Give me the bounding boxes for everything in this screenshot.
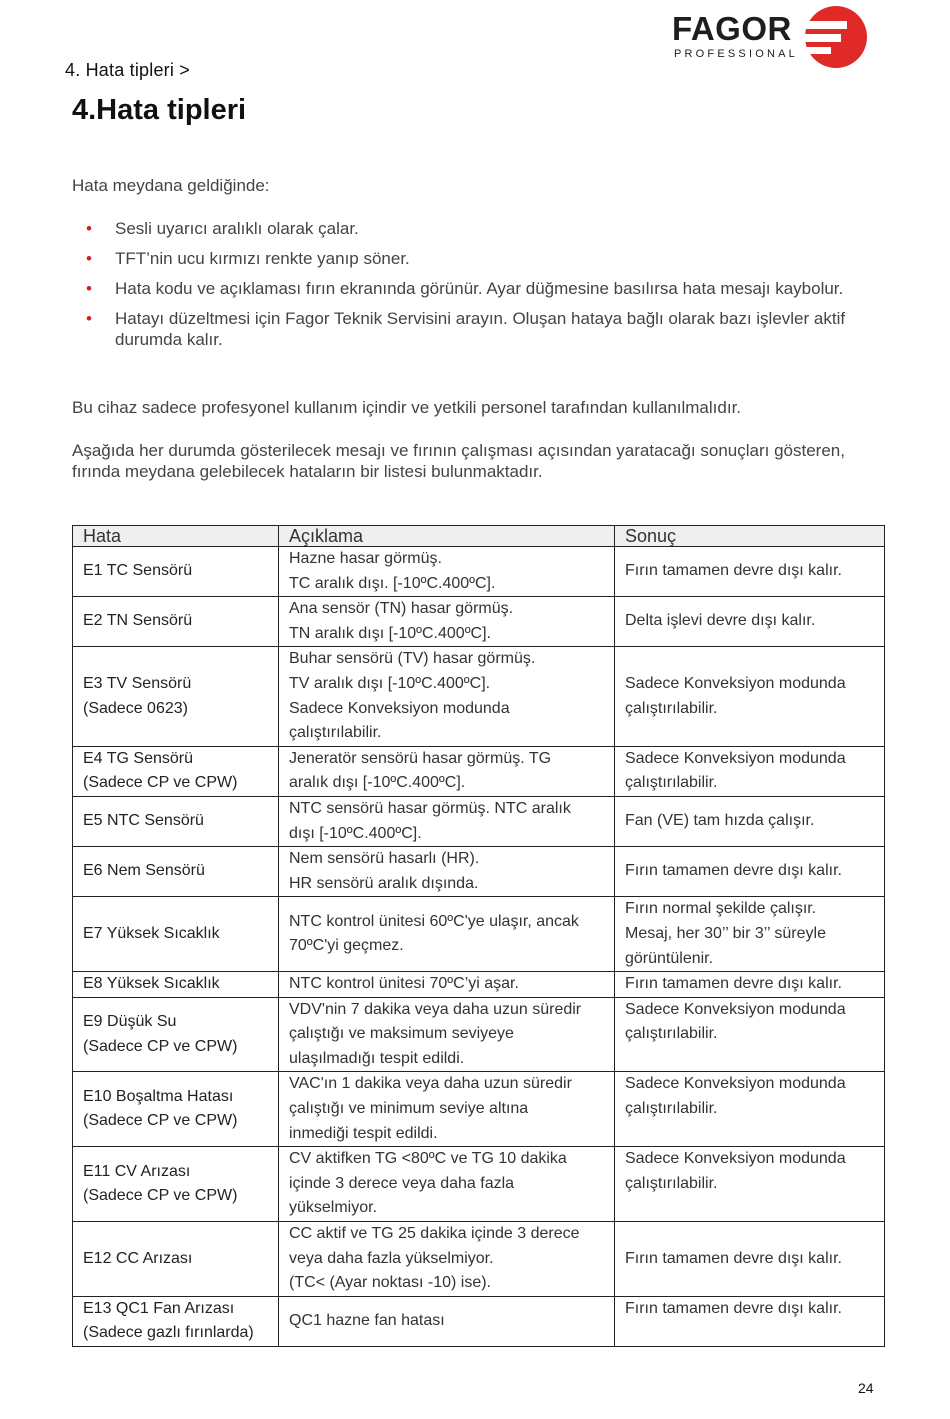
column-header-sonuc: Sonuç [615, 526, 885, 547]
cell-line: CC aktif ve TG 25 dakika içinde 3 derece [289, 1225, 580, 1243]
list-item: • Hata kodu ve açıklaması fırın ekranında görünür. Ayar düğmesine basılırsa hata mesajı kaybolur. [86, 279, 844, 298]
result-cell [615, 796, 885, 846]
cell-line: Fırın tamamen devre dışı kalır. [625, 975, 842, 993]
error-code-cell [73, 847, 279, 897]
result-cell [615, 1072, 885, 1147]
cell-line: Hazne hasar görmüş. [289, 550, 442, 567]
cell-line: dışı [-10ºC.400ºC]. [289, 824, 422, 842]
list-item: • Sesli uyarıcı aralıklı olarak çalar. [86, 219, 359, 238]
cell-line: Jeneratör sensörü hasar görmüş. TG [289, 749, 552, 767]
table-row [73, 1296, 885, 1346]
table-row [73, 746, 885, 796]
table-row [73, 972, 885, 998]
error-code-cell [73, 597, 279, 647]
cell-line: E2 TN Sensörü [83, 612, 193, 630]
description-cell [279, 547, 615, 597]
column-header-aciklama: Açıklama [279, 526, 615, 547]
cell-line: çalıştırılabilir. [625, 1100, 718, 1118]
error-code-cell [73, 547, 279, 597]
breadcrumb: 4. Hata tipleri > [65, 60, 190, 80]
fagor-emblem-icon [803, 4, 869, 70]
description-cell [279, 1222, 615, 1297]
error-table [72, 525, 885, 1347]
result-cell [615, 972, 885, 998]
cell-line: E5 NTC Sensörü [83, 812, 204, 830]
description-cell [279, 997, 615, 1072]
cell-line: NTC kontrol ünitesi 70ºC’yi aşar. [289, 975, 519, 993]
cell-line: TN aralık dışı [-10ºC.400ºC]. [289, 624, 491, 642]
cell-line: Fırın normal şekilde çalışır. [625, 900, 817, 918]
table-row [73, 547, 885, 597]
cell-line: çalıştırılabilir. [289, 724, 382, 742]
cell-line: NTC sensörü hasar görmüş. NTC aralık [289, 799, 571, 817]
description-cell [279, 1147, 615, 1222]
cell-line: QC1 hazne fan hatası [289, 1312, 445, 1330]
cell-line: Sadece Konveksiyon modunda [625, 1150, 846, 1168]
result-cell [615, 597, 885, 647]
cell-line: çalıştığı ve minimum seviye altına [289, 1100, 529, 1118]
cell-line: E7 Yüksek Sıcaklık [83, 924, 220, 942]
error-code-cell [73, 1296, 279, 1346]
page-title: 4.Hata tipleri [72, 94, 247, 126]
list-item: • Hatayı düzeltmesi için Fagor Teknik Servisini arayın. Oluşan hataya bağlı olarak bazı işlevler aktif durumda kalır. [86, 309, 846, 349]
cell-line: CV aktifken TG <80ºC ve TG 10 dakika [289, 1150, 567, 1168]
table-row [73, 1072, 885, 1147]
cell-line: Buhar sensörü (TV) hasar görmüş. [289, 650, 536, 668]
bullet-icon: • [86, 279, 92, 298]
professional-use-note: Bu cihaz sadece profesyonel kullanım içindir ve yetkili personel tarafından kullanılmalıdır. [72, 398, 742, 417]
cell-line: içinde 3 derece veya daha fazla [289, 1174, 515, 1192]
table-row [73, 1147, 885, 1222]
cell-line: Sadece Konveksiyon modunda [625, 1000, 846, 1018]
description-cell [279, 1072, 615, 1147]
result-cell [615, 746, 885, 796]
bullet-icon: • [86, 249, 92, 268]
cell-line: Fırın tamamen devre dışı kalır. [625, 1299, 842, 1317]
cell-line: E13 QC1 Fan Arızası [83, 1299, 235, 1317]
logo-subtitle: PROFESSIONAL [674, 48, 798, 60]
cell-line: E6 Nem Sensörü [83, 862, 205, 880]
list-item: • TFT’nin ucu kırmızı renkte yanıp söner. [86, 249, 410, 268]
result-cell [615, 997, 885, 1072]
cell-line: (Sadece CP ve CPW) [83, 1037, 238, 1055]
result-cell [615, 847, 885, 897]
description-cell [279, 647, 615, 746]
cell-line: Delta işlevi devre dışı kalır. [625, 612, 816, 630]
cell-line: Sadece Konveksiyon modunda [625, 1075, 846, 1093]
cell-line: Mesaj, her 30’’ bir 3’’ süreyle [625, 924, 826, 942]
error-code-cell [73, 1147, 279, 1222]
cell-line: çalıştırılabilir. [625, 774, 718, 792]
bullet-icon: • [86, 309, 92, 328]
cell-line: E10 Boşaltma Hatası [83, 1087, 234, 1105]
description-cell [279, 1296, 615, 1346]
cell-line: inmediği tespit edildi. [289, 1124, 438, 1142]
cell-line: çalıştırılabilir. [625, 1174, 718, 1192]
cell-line: veya daha fazla yükselmiyor. [289, 1249, 494, 1267]
error-code-cell [73, 897, 279, 972]
cell-line: Fırın tamamen devre dışı kalır. [625, 862, 842, 880]
cell-line: Sadece Konveksiyon modunda [625, 674, 846, 692]
logo-wordmark: FAGOR [672, 10, 792, 47]
cell-line: (TC< (Ayar noktası -10) ise). [289, 1274, 491, 1292]
table-row [73, 647, 885, 746]
cell-line: görüntülenir. [625, 949, 714, 967]
error-code-cell [73, 796, 279, 846]
table-row [73, 997, 885, 1072]
result-cell [615, 897, 885, 972]
cell-line: (Sadece 0623) [83, 699, 188, 717]
description-cell [279, 972, 615, 998]
description-cell [279, 796, 615, 846]
description-cell [279, 597, 615, 647]
cell-line: E9 Düşük Su [83, 1012, 177, 1030]
cell-line: (Sadece CP ve CPW) [83, 774, 238, 792]
cell-line: Fırın tamamen devre dışı kalır. [625, 562, 842, 580]
cell-line: TC aralık dışı. [-10ºC.400ºC]. [289, 574, 496, 592]
table-row [73, 1222, 885, 1297]
cell-line: VAC'ın 1 dakika veya daha uzun süredir [289, 1075, 572, 1093]
error-code-cell [73, 647, 279, 746]
bullet-list [72, 218, 872, 359]
cell-line: çalıştığı ve maksimum seviyeye [289, 1025, 514, 1043]
cell-line: Sadece Konveksiyon modunda [625, 749, 846, 767]
cell-line: çalıştırılabilir. [625, 699, 718, 717]
column-header-hata: Hata [73, 526, 279, 547]
table-row [73, 597, 885, 647]
cell-line: HR sensörü aralık dışında. [289, 874, 479, 892]
cell-line: E8 Yüksek Sıcaklık [83, 975, 220, 993]
cell-line: ulaşılmadığı tespit edildi. [289, 1049, 465, 1067]
error-code-cell [73, 972, 279, 998]
cell-line: E12 CC Arızası [83, 1249, 193, 1267]
cell-line: Nem sensörü hasarlı (HR). [289, 850, 480, 868]
cell-line: (Sadece gazlı fırınlarda) [83, 1324, 254, 1342]
intro-text: Hata meydana geldiğinde: [72, 176, 270, 195]
cell-line: VDV'nin 7 dakika veya daha uzun süredir [289, 1000, 582, 1018]
cell-line: (Sadece CP ve CPW) [83, 1112, 238, 1130]
page-number: 24 [858, 1380, 874, 1396]
table-row [73, 897, 885, 972]
error-code-cell [73, 746, 279, 796]
result-cell [615, 1147, 885, 1222]
cell-line: Sadece Konveksiyon modunda [289, 699, 510, 717]
cell-line: Ana sensör (TN) hasar görmüş. [289, 600, 514, 618]
result-cell [615, 1222, 885, 1297]
error-list-intro: Aşağıda her durumda gösterilecek mesajı ve fırının çalışması açısından yaratacağı sonuçları gösteren, fırında meydana gelebilecek hataların bir listesi bulunmaktadır. [72, 441, 845, 481]
error-code-cell [73, 1072, 279, 1147]
table-header-row [73, 526, 885, 547]
result-cell [615, 1296, 885, 1346]
fagor-logo [672, 4, 872, 70]
cell-line: yükselmiyor. [289, 1199, 378, 1217]
cell-line: Fırın tamamen devre dışı kalır. [625, 1249, 842, 1267]
cell-line: (Sadece CP ve CPW) [83, 1187, 238, 1205]
description-cell [279, 746, 615, 796]
error-table-body [73, 547, 885, 1347]
cell-line: E3 TV Sensörü [83, 674, 192, 692]
description-cell [279, 847, 615, 897]
error-code-cell [73, 1222, 279, 1297]
cell-line: TV aralık dışı [-10ºC.400ºC]. [289, 674, 491, 692]
bullet-icon: • [86, 219, 92, 238]
result-cell [615, 547, 885, 597]
table-row [73, 796, 885, 846]
table-row [73, 847, 885, 897]
cell-line: Fan (VE) tam hızda çalışır. [625, 812, 815, 830]
cell-line: 70ºC'yi geçmez. [289, 937, 404, 955]
cell-line: E11 CV Arızası [83, 1162, 191, 1180]
description-cell [279, 897, 615, 972]
cell-line: aralık dışı [-10ºC.400ºC]. [289, 774, 466, 792]
error-code-cell [73, 997, 279, 1072]
cell-line: E1 TC Sensörü [83, 562, 193, 580]
cell-line: çalıştırılabilir. [625, 1025, 718, 1043]
result-cell [615, 647, 885, 746]
cell-line: E4 TG Sensörü [83, 749, 193, 767]
cell-line: NTC kontrol ünitesi 60ºC'ye ulaşır, ancak [289, 912, 579, 930]
